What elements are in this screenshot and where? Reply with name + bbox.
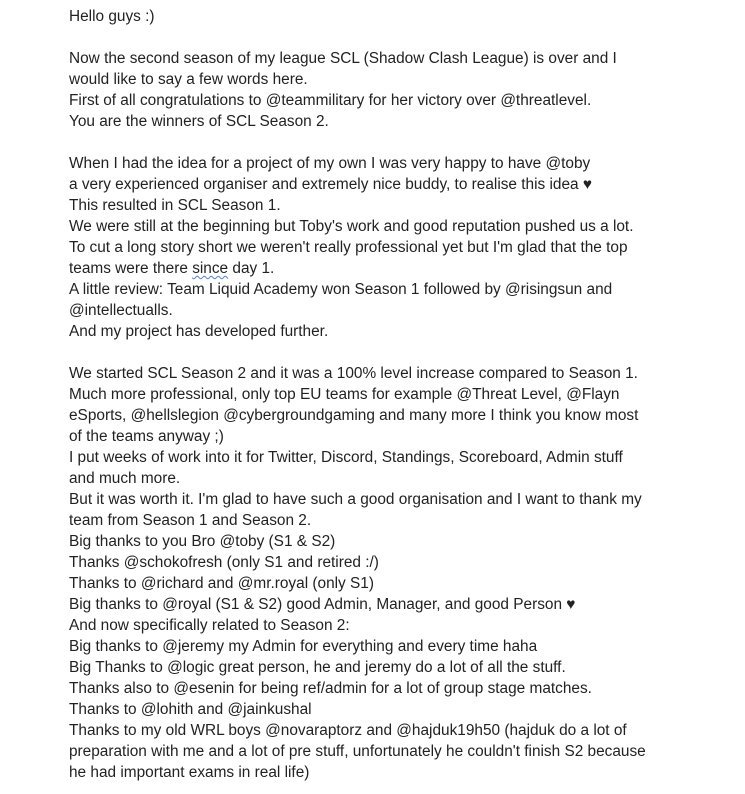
text-line: preparation with me and a lot of pre stuff, unfortunately he couldn't finish S2 because [69, 743, 646, 760]
text-line: Big Thanks to @logic great person, he and jeremy do a lot of all the stuff. [69, 659, 566, 676]
paragraph-season-two [69, 363, 729, 783]
text-fragment: day 1. [228, 260, 275, 277]
text-line: and much more. [69, 470, 181, 487]
text-line: would like to say a few words here. [69, 71, 308, 88]
text-line: he had important exams in real life) [69, 764, 310, 781]
text-line: Now the second season of my league SCL (Shadow Clash League) is over and I [69, 50, 617, 67]
text-line: This resulted in SCL Season 1. [69, 197, 281, 214]
greeting-line: Hello guys :) [69, 8, 155, 25]
text-line: Thanks to @lohith and @jainkushal [69, 701, 312, 718]
text-line: A little review: Team Liquid Academy won Season 1 followed by @risingsun and [69, 281, 613, 298]
text-line: @intellectualls. [69, 302, 173, 319]
text-line: I put weeks of work into it for Twitter, Discord, Standings, Scoreboard, Admin stuff [69, 449, 623, 466]
text-line: Thanks also to @esenin for being ref/admin for a lot of group stage matches. [69, 680, 592, 697]
text-line: We were still at the beginning but Toby's work and good reputation pushed us a lot. [69, 218, 634, 235]
text-line: When I had the idea for a project of my own I was very happy to have @toby [69, 155, 591, 172]
text-line: Much more professional, only top EU teams for example @Threat Level, @Flayn [69, 386, 620, 403]
document-body [69, 6, 729, 783]
blank-line [69, 27, 729, 48]
blank-line [69, 132, 729, 153]
text-line: But it was worth it. I'm glad to have such a good organisation and I want to thank my [69, 491, 642, 508]
text-line: Big thanks to @royal (S1 & S2) good Admin, Manager, and good Person ♥ [69, 596, 576, 613]
text-line: Thanks to @richard and @mr.royal (only S1) [69, 575, 374, 592]
text-line [69, 258, 729, 279]
text-line: a very experienced organiser and extremely nice buddy, to realise this idea ♥ [69, 176, 593, 193]
text-line: Thanks to my old WRL boys @novaraptorz and @hajduk19h50 (hajduk do a lot of [69, 722, 627, 739]
text-line: And my project has developed further. [69, 323, 329, 340]
text-fragment: teams were there [69, 260, 193, 277]
text-line: To cut a long story short we weren't really professional yet but I'm glad that the top [69, 239, 628, 256]
text-line: We started SCL Season 2 and it was a 100% level increase compared to Season 1. [69, 365, 638, 382]
spellcheck-flagged-word[interactable]: since [192, 260, 229, 277]
text-line: Big thanks to @jeremy my Admin for everything and every time haha [69, 638, 538, 655]
paragraph-season-one [69, 153, 729, 342]
paragraph-season-over [69, 48, 729, 132]
blank-line [69, 342, 729, 363]
text-line: You are the winners of SCL Season 2. [69, 113, 329, 130]
text-line: of the teams anyway ;) [69, 428, 224, 445]
text-line: Big thanks to you Bro @toby (S1 & S2) [69, 533, 336, 550]
text-line: Thanks @schokofresh (only S1 and retired :/) [69, 554, 379, 571]
text-line: And now specifically related to Season 2: [69, 617, 350, 634]
text-line: First of all congratulations to @teammilitary for her victory over @threatlevel. [69, 92, 592, 109]
text-line: team from Season 1 and Season 2. [69, 512, 312, 529]
text-line: eSports, @hellslegion @cybergroundgaming and many more I think you know most [69, 407, 639, 424]
